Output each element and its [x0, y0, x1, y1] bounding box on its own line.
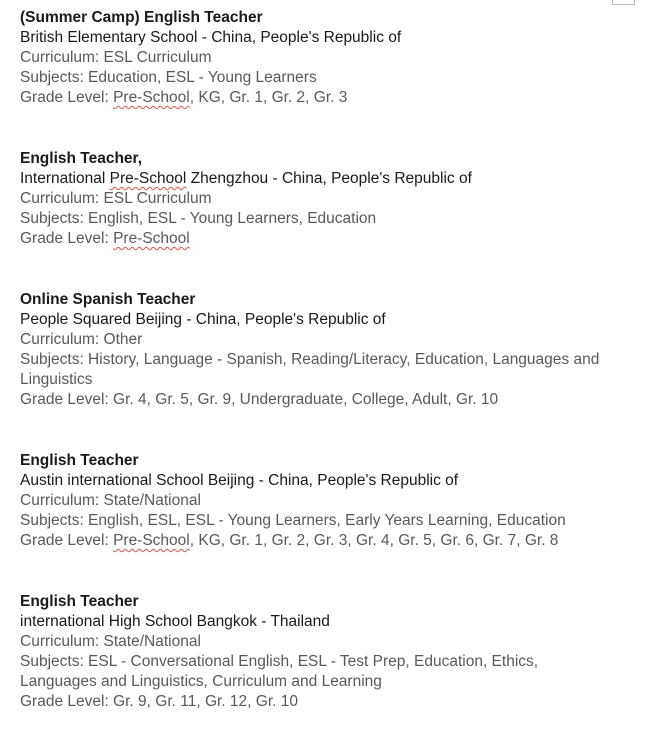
job-listing [20, 451, 660, 551]
page-corner-marker [612, 0, 635, 5]
grade-level-prefix: Grade Level: [20, 532, 114, 549]
school-location: People Squared Beijing - China, People's Republic of [20, 311, 386, 328]
grade-level [20, 531, 660, 551]
grade-level-prefix: Grade Level: [20, 89, 114, 106]
curriculum: Curriculum: ESL Curriculum [20, 190, 212, 207]
curriculum: Curriculum: Other [20, 331, 143, 348]
job-title: English Teacher, [20, 150, 143, 167]
subjects: Subjects: English, ESL - Young Learners, Education [20, 210, 377, 227]
school-location [20, 169, 660, 189]
school-name-prefix: International [20, 170, 110, 187]
job-listings-document [20, 8, 660, 712]
school-name-rest: Zhengzhou - China, People's Republic of [186, 170, 472, 187]
spellcheck-flagged-word: Pre-School [113, 532, 190, 549]
subjects: Subjects: History, Language - Spanish, Reading/Literacy, Education, Languages and Linguistics [20, 351, 600, 388]
subjects: Subjects: ESL - Conversational English, ESL - Test Prep, Education, Ethics, Languages and Linguistics, Curriculum and Learning [20, 653, 539, 690]
job-title: (Summer Camp) English Teacher [20, 9, 263, 26]
job-listing [20, 8, 660, 108]
spellcheck-flagged-word: Pre-School [113, 89, 190, 106]
grade-level-values: , KG, Gr. 1, Gr. 2, Gr. 3, Gr. 4, Gr. 5, Gr. 6, Gr. 7, Gr. 8 [189, 532, 559, 549]
subjects: Subjects: English, ESL, ESL - Young Learners, Early Years Learning, Education [20, 512, 566, 529]
grade-level-values: , KG, Gr. 1, Gr. 2, Gr. 3 [189, 89, 348, 106]
spellcheck-flagged-word: Pre-School [109, 170, 187, 187]
grade-level: Grade Level: Gr. 9, Gr. 11, Gr. 12, Gr. 10 [20, 693, 298, 710]
grade-level: Grade Level: Gr. 4, Gr. 5, Gr. 9, Undergraduate, College, Adult, Gr. 10 [20, 391, 499, 408]
grade-level [20, 229, 660, 249]
job-title: English Teacher [20, 593, 139, 610]
subjects: Subjects: Education, ESL - Young Learners [20, 69, 317, 86]
curriculum: Curriculum: State/National [20, 633, 201, 650]
job-listing [20, 290, 660, 410]
job-listing [20, 149, 660, 249]
job-listing [20, 592, 660, 712]
job-title: Online Spanish Teacher [20, 291, 196, 308]
curriculum: Curriculum: ESL Curriculum [20, 49, 212, 66]
grade-level-prefix: Grade Level: [20, 230, 114, 247]
job-title: English Teacher [20, 452, 139, 469]
curriculum: Curriculum: State/National [20, 492, 201, 509]
spellcheck-flagged-word: Pre-School [113, 230, 190, 247]
grade-level [20, 88, 660, 108]
school-location: Austin international School Beijing - China, People's Republic of [20, 472, 459, 489]
school-location: international High School Bangkok - Thailand [20, 613, 330, 630]
school-location: British Elementary School - China, People's Republic of [20, 29, 402, 46]
